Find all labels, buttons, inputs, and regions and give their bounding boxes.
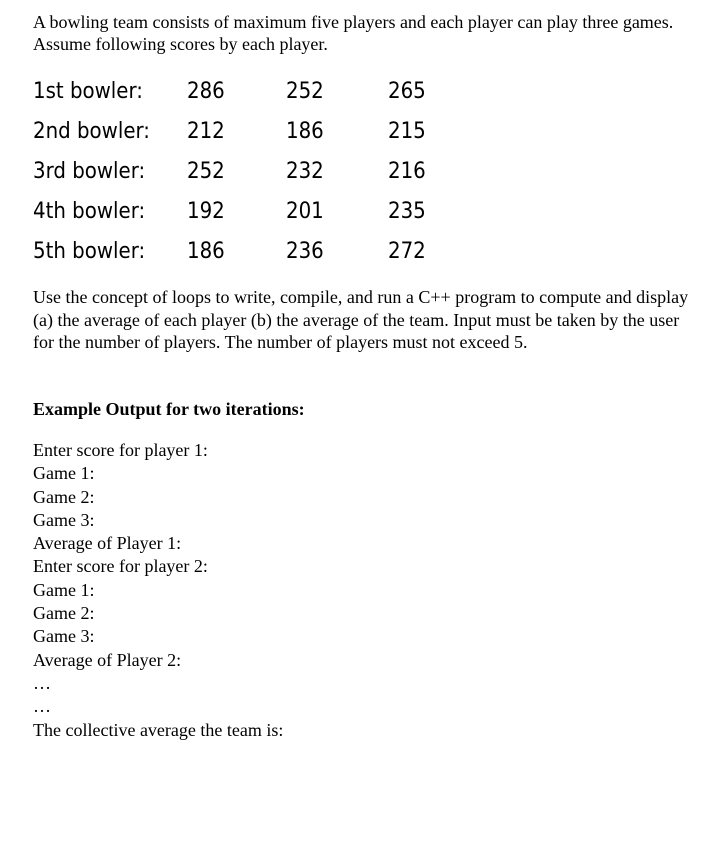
score-row-bowler-1 [33, 72, 493, 112]
example-line: Game 1: [33, 579, 95, 600]
example-line: Game 2: [33, 603, 95, 624]
score-row-bowler-4 [33, 192, 493, 232]
example-line: Game 3: [33, 626, 95, 647]
game-2-score: 236 [286, 239, 324, 264]
game-1-score: 286 [187, 79, 225, 104]
game-2-score: 186 [286, 119, 324, 144]
bowler-label: 2nd bowler: [33, 119, 150, 144]
game-3-score: 235 [388, 199, 426, 224]
game-2-score: 201 [286, 199, 324, 224]
example-line-team-average: The collective average the team is: [33, 719, 284, 740]
scores-table [33, 72, 493, 272]
score-row-bowler-3 [33, 152, 493, 192]
game-1-score: 212 [187, 119, 225, 144]
example-heading: Example Output for two iterations: [33, 399, 305, 419]
bowler-label: 3rd bowler: [33, 159, 146, 184]
game-3-score: 272 [388, 239, 426, 264]
ellipsis-line: … [33, 672, 51, 693]
bowler-label: 4th bowler: [33, 199, 146, 224]
example-line: Enter score for player 1: [33, 440, 208, 460]
example-line: Enter score for player 2: [33, 556, 208, 577]
example-line: Game 1: [33, 463, 95, 484]
example-line: Game 3: [33, 509, 95, 530]
intro-paragraph: A bowling team consists of maximum five players and each player can play three games. Assume following scores by each player. [33, 12, 674, 54]
bowler-label: 5th bowler: [33, 239, 146, 264]
ellipsis-line: … [33, 696, 51, 717]
game-1-score: 252 [187, 159, 225, 184]
game-3-score: 265 [388, 79, 426, 104]
example-output [33, 439, 533, 742]
game-3-score: 215 [388, 119, 426, 144]
game-2-score: 232 [286, 159, 324, 184]
game-3-score: 216 [388, 159, 426, 184]
example-line: Game 2: [33, 486, 95, 507]
example-line: Average of Player 2: [33, 649, 182, 670]
score-row-bowler-2 [33, 112, 493, 152]
score-row-bowler-5 [33, 232, 493, 272]
game-1-score: 192 [187, 199, 225, 224]
task-paragraph: Use the concept of loops to write, compile, and run a C++ program to compute and display (a) the average of each player (b) the average of the team. Input must be taken by the user for the number of players. The number of players must not exceed 5. [33, 287, 689, 353]
bowler-label: 1st bowler: [33, 79, 143, 104]
game-1-score: 186 [187, 239, 225, 264]
game-2-score: 252 [286, 79, 324, 104]
example-line: Average of Player 1: [33, 533, 182, 554]
